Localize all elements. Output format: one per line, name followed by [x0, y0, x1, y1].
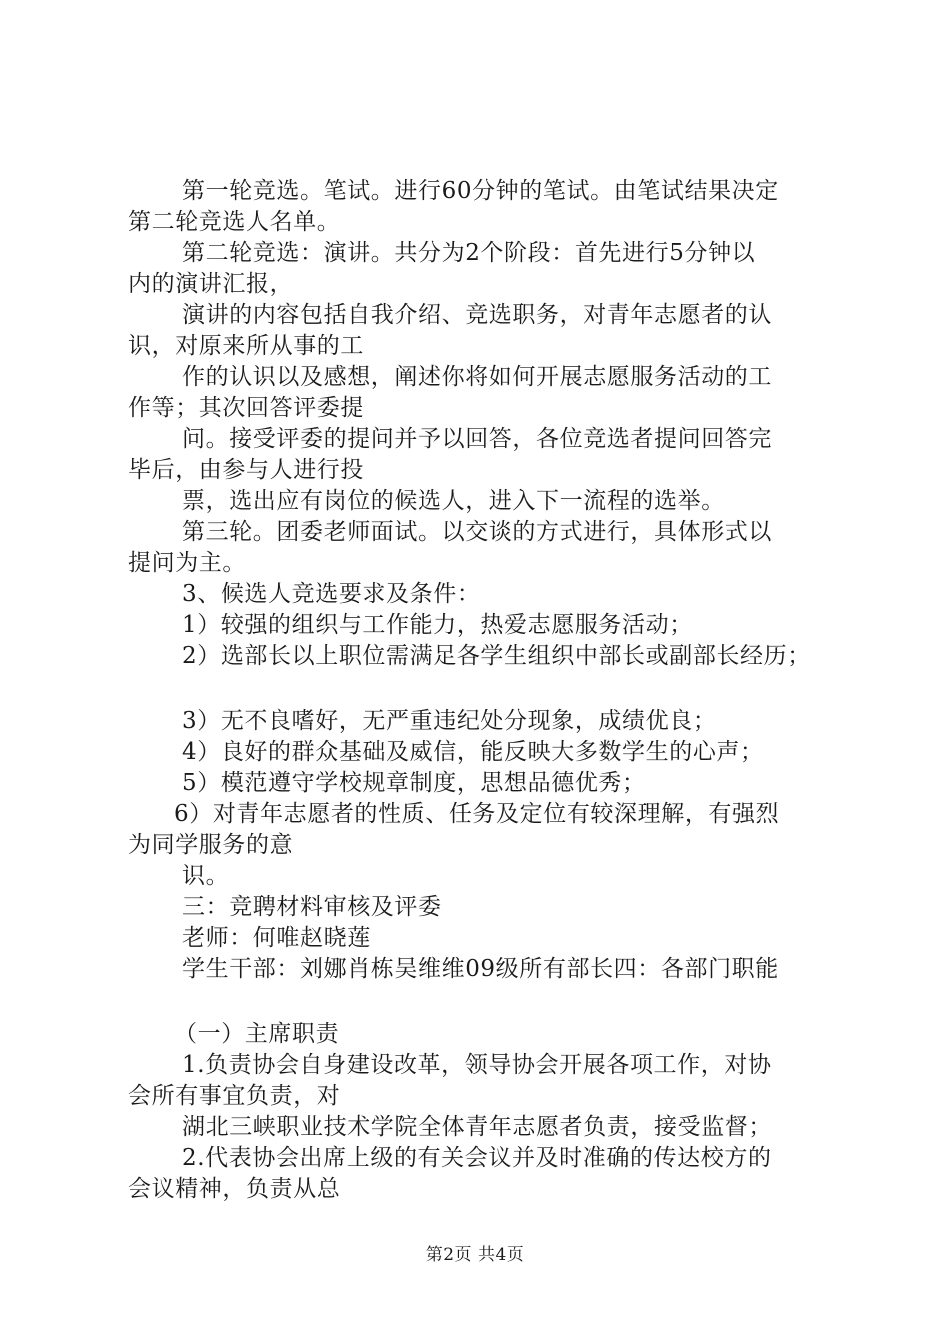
paragraph-line: 2）选部长以上职位需满足各学生组织中部长或副部长经历；: [182, 643, 811, 669]
paragraph-line: 第三轮。团委老师面试。以交谈的方式进行，具体形式以: [182, 519, 772, 545]
paragraph-line: 老师：何唯赵晓莲: [182, 925, 371, 951]
paragraph-line: 第二轮竞选人名单。: [128, 209, 341, 235]
paragraph-line: 学生干部：刘娜肖栋吴维维09级所有部长四：各部门职能: [182, 956, 779, 982]
paragraph-line: 演讲的内容包括自我介绍、竞选职务，对青年志愿者的认: [182, 302, 772, 328]
paragraph-line: 为同学服务的意: [128, 832, 294, 858]
paragraph-line: 识，对原来所从事的工: [128, 333, 364, 359]
section-heading: 三：竞聘材料审核及评委: [182, 894, 442, 920]
paragraph-line: 4）良好的群众基础及威信，能反映大多数学生的心声；: [182, 739, 764, 765]
paragraph-line: 毕后，由参与人进行投: [128, 457, 364, 483]
paragraph-line: 5）模范遵守学校规章制度，思想品德优秀；: [182, 770, 646, 796]
paragraph-line: 第二轮竞选：演讲。共分为2个阶段：首先进行5分钟以: [182, 240, 756, 266]
blank-line: [128, 985, 848, 1019]
paragraph-line: 会所有事宜负责，对: [128, 1083, 341, 1109]
subsection-heading: （一）主席职责: [174, 1021, 340, 1047]
paragraph-line: 识。: [182, 863, 230, 889]
document-body: [128, 176, 848, 1205]
paragraph-line: 1）较强的组织与工作能力，热爱志愿服务活动；: [182, 612, 693, 638]
paragraph-line: 作等；其次回答评委提: [128, 395, 364, 421]
paragraph-line: 内的演讲汇报，: [128, 271, 294, 297]
blank-line: [128, 672, 848, 706]
paragraph-line: 3）无不良嗜好，无严重违纪处分现象，成绩优良；: [182, 708, 717, 734]
paragraph-line: 3、候选人竞选要求及条件：: [182, 581, 481, 607]
paragraph-line: 1.负责协会自身建设改革，领导协会开展各项工作，对协: [182, 1052, 772, 1078]
paragraph-line: 提问为主。: [128, 550, 246, 576]
paragraph-line: 湖北三峡职业技术学院全体青年志愿者负责，接受监督；: [182, 1114, 772, 1140]
page-number-footer: 第2页 共4页: [425, 1245, 525, 1265]
paragraph-line: 6）对青年志愿者的性质、任务及定位有较深理解，有强烈: [174, 801, 780, 827]
paragraph-line: 第一轮竞选。笔试。进行60分钟的笔试。由笔试结果决定: [182, 178, 779, 204]
paragraph-line: 作的认识以及感想，阐述你将如何开展志愿服务活动的工: [182, 364, 772, 390]
paragraph-line: 票，选出应有岗位的候选人，进入下一流程的选举。: [182, 488, 725, 514]
paragraph-line: 会议精神，负责从总: [128, 1176, 341, 1202]
paragraph-line: 问。接受评委的提问并予以回答，各位竞选者提问回答完: [182, 426, 772, 452]
paragraph-line: 2.代表协会出席上级的有关会议并及时准确的传达校方的: [182, 1145, 772, 1171]
